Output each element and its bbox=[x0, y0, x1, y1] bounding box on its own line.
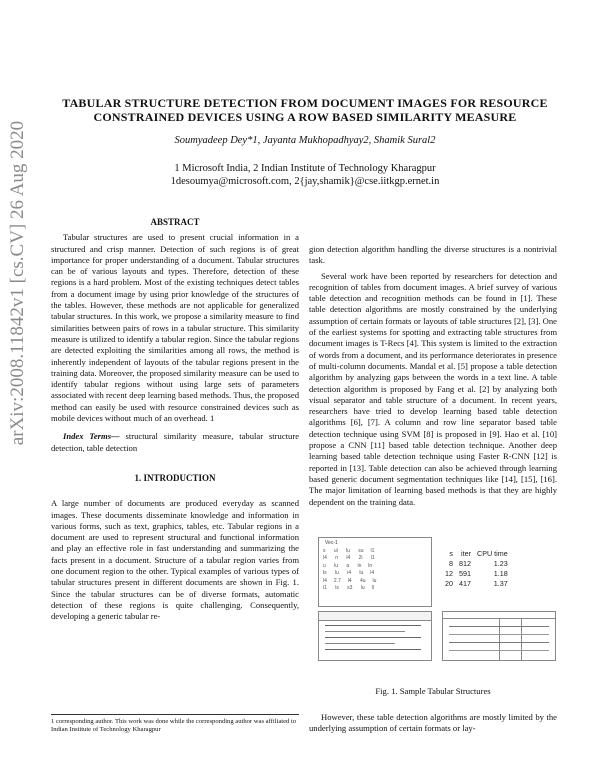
figure-panel-ledger bbox=[442, 611, 556, 661]
cpu-table-cell: 8 bbox=[449, 559, 453, 568]
figure-caption bbox=[309, 686, 557, 696]
right-column bbox=[309, 244, 557, 508]
cpu-table-row bbox=[442, 579, 511, 589]
emails: 1desoumya@microsoft.com, 2{jay,shamik}@cse.iitkgp.ernet.in bbox=[170, 176, 440, 187]
intro-heading: 1. INTRODUCTION bbox=[134, 472, 216, 483]
index-terms-label: Index Terms— bbox=[63, 431, 120, 442]
title-line-2: CONSTRAINED DEVICES USING A ROW BASED SIMILARITY MEASURE bbox=[93, 110, 517, 124]
figure-panel-cpu-table bbox=[442, 549, 554, 605]
intro-text: A large number of documents are produced everyday as scanned images. These documents disseminate knowledge and information in various forms, such as text, graphics, tables, etc. Tabular regions in a document are used to represent structural and functional information and play an effective role in fast understanding and summarizing the facts present in a document. Structure of a tabular region varies from one document region to the other. Typical examples of various types of tabular structures present in different documents are shown in Fig. 1. Since the tabular structures can be of diverse formats, automatic detection of these regions is quite challenging. Consequently, developing a generic tabular re- bbox=[51, 498, 299, 622]
figure-caption-text: Fig. 1. Sample Tabular Structures bbox=[375, 686, 491, 696]
cpu-table-header-cell: s bbox=[449, 549, 453, 558]
cpu-table-cell: 591 bbox=[459, 569, 471, 578]
right-paragraph-1: gion detection algorithm handling the diverse structures is a nontrivial task. bbox=[309, 244, 557, 266]
cpu-table-row bbox=[442, 559, 511, 569]
left-column bbox=[51, 217, 299, 623]
index-terms-text: structural similarity measure, tabular structure detection, table detection bbox=[51, 431, 300, 453]
cpu-table-header-cell: iter bbox=[461, 549, 471, 558]
cpu-table-cell: 20 bbox=[445, 579, 453, 588]
cpu-table-cell: 1.18 bbox=[493, 569, 508, 578]
right-paragraph-3: However, these table detection algorithms are mostly limited by the underlying assumption of certain formats or lay- bbox=[309, 712, 557, 734]
cpu-table-cell: 812 bbox=[459, 559, 471, 568]
grid-title: Vec-1 bbox=[325, 540, 338, 546]
cpu-table-row bbox=[442, 569, 511, 579]
abstract-heading: ABSTRACT bbox=[150, 217, 200, 227]
authors: Soumyadeep Dey*1, Jayanta Mukhopadhyay2, Shamik Sural2 bbox=[174, 135, 436, 146]
arxiv-side-label: arXiv:2008.11842v1 [cs.CV] 26 Aug 2020 bbox=[7, 120, 28, 446]
abstract-text: Tabular structures are used to present crucial information in a structured and crisp manner. Detection of such regions is of great importance for proper understanding of a document. Tabular structures can be of various layouts and types. Therefore, detection of these regions is a hard problem. Most of the existing techniques detect tables from a document image by using prior knowledge of the structures of the tables. However, these methods are not applicable for generalized tabular structures. In this work, we propose a similarity measure to find similarities between pairs of rows in a tabular structure. This similarity measure is utilized to identify a tabular region. Since the tabular regions are detected exploiting the similarities among all rows, the method is inherently independent of layouts of the tabular regions present in the training data. Moreover, the proposed similarity measure can be used to identify tabular regions without using large sets of parameters associated with recent deep learning based methods. Thus, the proposed method can easily be used with resource constrained devices such as mobile devices without much of an overhead. 1 bbox=[51, 232, 299, 424]
cpu-table-cell: 417 bbox=[459, 579, 471, 588]
cpu-table-header bbox=[442, 549, 511, 559]
cpu-table-header-cell: CPU time bbox=[477, 549, 508, 558]
grid-cells: s ul lu su l1 l4 n l4 2i l1 u lu a ln ln ls lu i4 lu l4 l4 2.7 l4 4u lu l1 ls s3 lu ll bbox=[323, 548, 377, 592]
cpu-table-cell: 1.23 bbox=[493, 559, 508, 568]
footnote: 1 corresponding author. This work was done while the corresponding author was affiliated to Indian Institute of Technology Kharagpur bbox=[51, 714, 299, 734]
cpu-table-cell: 1.37 bbox=[493, 579, 508, 588]
right-column-bottom bbox=[309, 712, 557, 735]
cpu-table-cell: 12 bbox=[445, 569, 453, 578]
index-terms bbox=[51, 431, 299, 454]
title-line-1: TABULAR STRUCTURE DETECTION FROM DOCUMENT IMAGES FOR RESOURCE bbox=[62, 96, 548, 110]
paper-title bbox=[40, 96, 570, 124]
cpu-table bbox=[442, 549, 511, 589]
affiliations-block bbox=[40, 162, 570, 188]
affiliations: 1 Microsoft India, 2 Indian Institute of Technology Kharagpur bbox=[174, 163, 436, 174]
figure-panel-grid bbox=[318, 537, 432, 607]
figure-panel-form bbox=[318, 611, 432, 661]
right-paragraph-2: Several work have been reported by researchers for detection and recognition of tables from document images. A brief survey of various table detection and recognition methods can be found in [1]. These table detection algorithms are mostly constrained by the underlying assumption of certain formats or layouts of table structures [2], [3]. One of the earliest systems for spotting and extracting table structures from document images is T-Recs [4]. This system is limited to the extraction of words from a document, and its performance deteriorates in presence of multi-column documents. Mandal et al. [5] propose a table detection algorithm by analyzing gaps between the words in a text line. A table detection algorithm is proposed by Fang et al. [2] by analyzing both visual separator and table structure of a document. In recent years, researchers have tried to develop learning based table detection algorithms [6], [7]. A column and row line separator based table detection technique using SVM [8] is proposed in [9]. Hao et al. [10] propose a CNN [11] based table detection technique. Another deep learning based table detection technique using Faster R-CNN [12] is reported in [13]. Table detection can also be achieved through learning based generic document segmentation techniques like [14], [15], [16]. The major limitation of learning based methods is that they are highly dependent on the training data. bbox=[309, 270, 557, 507]
figure-1 bbox=[316, 535, 556, 660]
